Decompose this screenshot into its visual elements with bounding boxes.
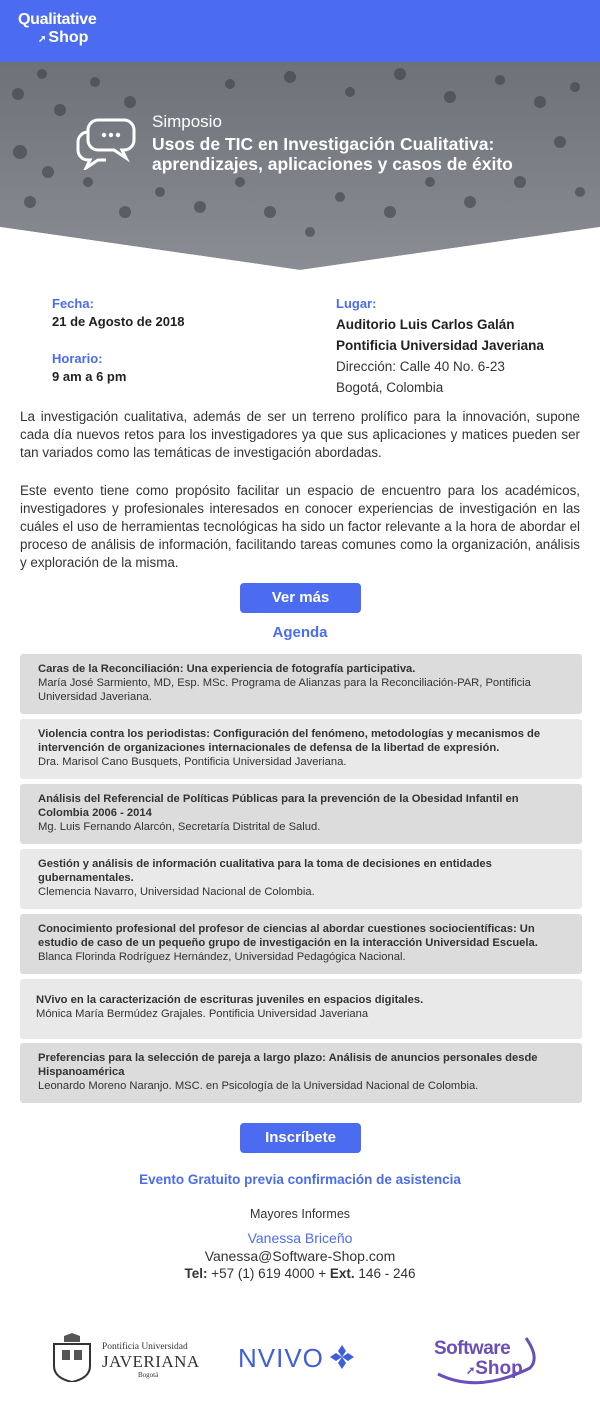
mayores-informes: Mayores Informes: [249, 1207, 351, 1221]
fecha-value: 21 de Agosto de 2018: [52, 314, 185, 329]
free-event-text: Evento Gratuito previa confirmación de asistencia: [139, 1172, 461, 1187]
agenda-item-2: [20, 719, 582, 779]
arrow-icon: ➚: [38, 34, 47, 45]
contact-email[interactable]: Vanessa@Software-Shop.com: [204, 1248, 396, 1264]
logo-line1: Qualitative: [18, 11, 97, 28]
tel-value: +57 (1) 619 4000 +: [211, 1266, 327, 1281]
agenda-item-desc: María José Sarmiento, MD, Esp. MSc. Programa de Alianzas para la Reconciliación-PAR, Pontificia Universidad Javeriana.: [38, 677, 531, 703]
nvivo-mark-icon: [328, 1343, 356, 1371]
logo-line2-wrap: [38, 30, 97, 46]
intro-paragraph-1: La investigación cualitativa, además de ser un terreno prolífico para la innovación, supone cada día nuevos retos para los investigadores ya que sus aplicaciones y matices pueden ser tan variados como las temáticas de investigación abordadas.: [20, 409, 580, 460]
agenda-item-4: [20, 849, 582, 909]
horario-value: 9 am a 6 pm: [52, 369, 127, 384]
info-left: [52, 296, 184, 384]
lugar-line4: Bogotá, Colombia: [336, 380, 444, 395]
info-right: [336, 296, 544, 398]
agenda-item-desc: Mónica María Bermúdez Grajales. Pontificia Universidad Javeriana: [36, 1008, 369, 1020]
agenda-item-6: [20, 979, 582, 1039]
agenda-item-title: Violencia contra los periodistas: Configuración del fenómeno, metodologías y mecanismos de intervención de organizaciones internacionales de defensa de la libertad de expresión.: [38, 728, 541, 754]
lugar-label: Lugar:: [336, 296, 377, 311]
top-bar: [0, 0, 600, 62]
hero-title-line1: Usos de TIC en Investigación Cualitativa:: [152, 134, 495, 154]
ss-line2-wrap: [466, 1358, 523, 1380]
agenda-item-title: Conocimiento profesional del profesor de ciencias al abordar cuestiones sociocientíficas: Un estudio de caso de un pequeño grupo de investigación en la interacción Universidad Escuela.: [38, 923, 538, 949]
intro-paragraph-2: Este evento tiene como propósito facilitar un espacio de encuentro para los académicos, investigadores y profesionales interesados en conocer experiencias de investigación en las cuáles el uso de herramientas tecnológicas ha sido un factor relevante a la hora de abordar el proceso de análisis de información, facilitando tareas comunes como la organización, análisis y exploración de la misma.: [20, 483, 580, 570]
agenda-item-title: Caras de la Reconciliación: Una experiencia de fotografía participativa.: [38, 663, 416, 675]
ss-line2: Shop: [475, 1358, 523, 1379]
agenda-item-desc: Clemencia Navarro, Universidad Nacional de Colombia.: [38, 886, 315, 898]
nvivo-text: NVIVO: [238, 1343, 324, 1373]
agenda-item-title: Gestión y análisis de información cualitativa para la toma de decisiones en entidades gubernamentales.: [38, 858, 492, 884]
agenda-title: Agenda: [272, 624, 328, 641]
lugar-line2: Pontificia Universidad Javeriana: [336, 338, 544, 353]
javeriana-logo[interactable]: [48, 1332, 200, 1384]
agenda-item-desc: Dra. Marisol Cano Busquets, Pontificia Universidad Javeriana.: [38, 756, 347, 768]
ver-mas-button[interactable]: Ver más: [240, 583, 361, 613]
lugar-line1: Auditorio Luis Carlos Galán: [336, 317, 515, 332]
hero-title-line2: aprendizajes, aplicaciones y casos de éxito: [152, 154, 513, 174]
jav-line1: Pontificia Universidad: [102, 1342, 188, 1352]
agenda-item-title: NVivo en la caracterización de escrituras juveniles en espacios digitales.: [36, 994, 424, 1006]
lugar-line3: Dirección: Calle 40 No. 6-23: [336, 359, 505, 374]
ext-label: Ext.: [329, 1266, 355, 1281]
agenda-item-7: [20, 1043, 582, 1103]
agenda-item-title: Preferencias para la selección de pareja a largo plazo: Análisis de anuncios personales desde Hispanoamérica: [38, 1052, 538, 1078]
ss-line1: Software: [434, 1338, 511, 1359]
agenda-item-title: Análisis del Referencial de Políticas Públicas para la prevención de la Obesidad Infantil en Colombia 2006 - 2014: [38, 793, 519, 819]
agenda-item-3: [20, 784, 582, 844]
agenda-item-desc: Mg. Luis Fernando Alarcón, Secretaría Distrital de Salud.: [38, 821, 321, 833]
agenda-item-desc: Blanca Florinda Rodríguez Hernández, Universidad Pedagógica Nacional.: [38, 951, 406, 963]
hero-banner: [0, 62, 600, 272]
agenda-item-5: [20, 914, 582, 974]
chat-bubbles-icon: [74, 114, 136, 170]
contact-name: Vanessa Briceño: [247, 1230, 353, 1246]
javeriana-crest-icon: [48, 1332, 96, 1382]
jav-line3: Bogotá: [138, 1371, 159, 1379]
hero-kicker: Simposio: [152, 112, 222, 131]
nvivo-logo[interactable]: [238, 1343, 356, 1374]
ss-arrow-icon: ➚: [466, 1365, 476, 1377]
contact-phone: [0, 1266, 600, 1281]
software-shop-logo[interactable]: [430, 1330, 540, 1386]
hero-text: [152, 112, 513, 174]
agenda-item-desc: Leonardo Moreno Naranjo. MSC. en Psicología de la Universidad Nacional de Colombia.: [38, 1080, 479, 1092]
ext-value: 146 - 246: [358, 1266, 416, 1281]
fecha-label: Fecha:: [52, 296, 94, 311]
tel-label: Tel:: [184, 1266, 208, 1281]
agenda-item-1: [20, 654, 582, 714]
qualitative-shop-logo[interactable]: [18, 12, 97, 46]
horario-label: Horario:: [52, 351, 103, 366]
jav-line2: JAVERIANA: [102, 1352, 200, 1371]
inscribete-button[interactable]: Inscríbete: [240, 1123, 361, 1153]
logo-line2: Shop: [48, 29, 89, 46]
